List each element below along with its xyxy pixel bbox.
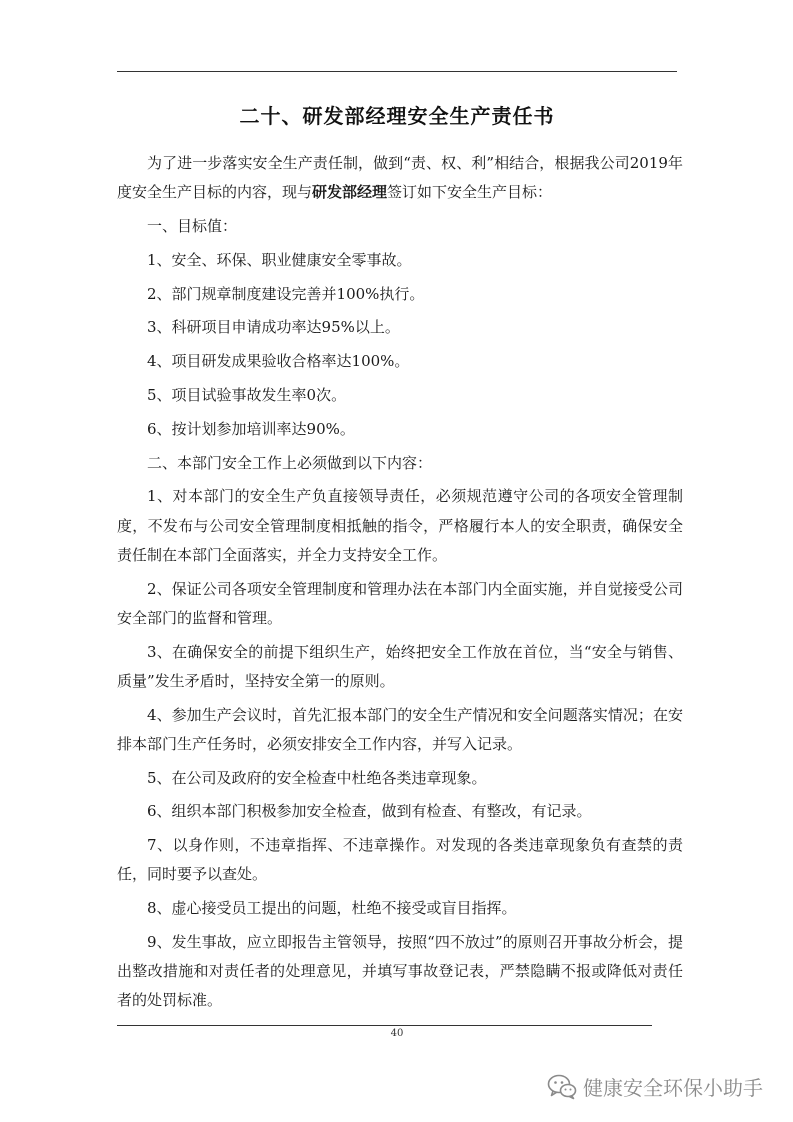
duty-item-5: 5、在公司及政府的安全检查中杜绝各类违章现象。: [147, 768, 487, 787]
footer-rule: [117, 1025, 652, 1026]
intro-text-bold: 研发部经理: [312, 183, 388, 202]
section2-heading: 二、本部门安全工作上必须做到以下内容：: [147, 453, 433, 472]
wechat-icon: [547, 1074, 577, 1100]
intro-paragraph: [117, 149, 683, 207]
document-title: 二十、研发部经理安全生产责任书: [239, 104, 555, 128]
watermark: [547, 1072, 763, 1101]
target-item-5: 5、项目试验事故发生率0次。: [147, 385, 347, 404]
target-item-3: 3、科研项目申请成功率达95%以上。: [147, 318, 400, 337]
intro-text-part1: 为了进一步落实安全生产责任制，做到“责、权、利”相结合，根据我公司2019年度安全生产目标的内容，现与: [117, 154, 683, 202]
target-item-2: 2、部门规章制度建设完善并100%执行。: [147, 284, 425, 303]
target-item-6: 6、按计划参加培训率达90%。: [147, 419, 355, 438]
watermark-text: 健康安全环保小助手: [583, 1076, 763, 1100]
header-rule: [117, 71, 677, 72]
duty-item-8: 8、虚心接受员工提出的问题，杜绝不接受或盲目指挥。: [147, 899, 517, 918]
section1-heading: 一、目标值：: [147, 217, 238, 235]
target-item-1: 1、安全、环保、职业健康安全零事故。: [147, 250, 412, 269]
duty-item-9: 9、发生事故，应立即报告主管领导，按照“四不放过”的原则召开事故分析会，提出整改措施和对责任者的处理意见，并填写事故登记表，严禁隐瞒不报或降低对责任者的处罚标准。: [117, 932, 683, 1010]
duty-item-2: 2、保证公司各项安全管理制度和管理办法在本部门内全面实施，并自觉接受公司安全部门的监督和管理。: [117, 579, 683, 627]
document-body: [117, 149, 683, 1016]
duty-item-6: 6、组织本部门积极参加安全检查，做到有检查、有整改，有记录。: [147, 802, 592, 821]
intro-text-part2: 签订如下安全生产目标：: [387, 183, 553, 202]
page-number: 40: [390, 1028, 404, 1039]
target-item-4: 4、项目研发成果验收合格率达100%。: [147, 352, 410, 371]
duty-item-4: 4、参加生产会议时，首先汇报本部门的安全生产情况和安全问题落实情况；在安排本部门生产任务时，必须安排安全工作内容，并写入记录。: [117, 705, 683, 753]
duty-item-1: 1、对本部门的安全生产负直接领导责任，必须规范遵守公司的各项安全管理制度，不发布与公司安全管理制度相抵触的指令，严格履行本人的安全职责，确保安全责任制在本部门全面落实，并全力支持安全工作。: [117, 487, 683, 564]
duty-item-3: 3、在确保安全的前提下组织生产，始终把安全工作放在首位，当“安全与销售、质量”发生矛盾时，坚持安全第一的原则。: [117, 642, 683, 690]
duty-item-7: 7、以身作则，不违章指挥、不违章操作。对发现的各类违章现象负有查禁的责任，同时要予以查处。: [117, 836, 683, 884]
